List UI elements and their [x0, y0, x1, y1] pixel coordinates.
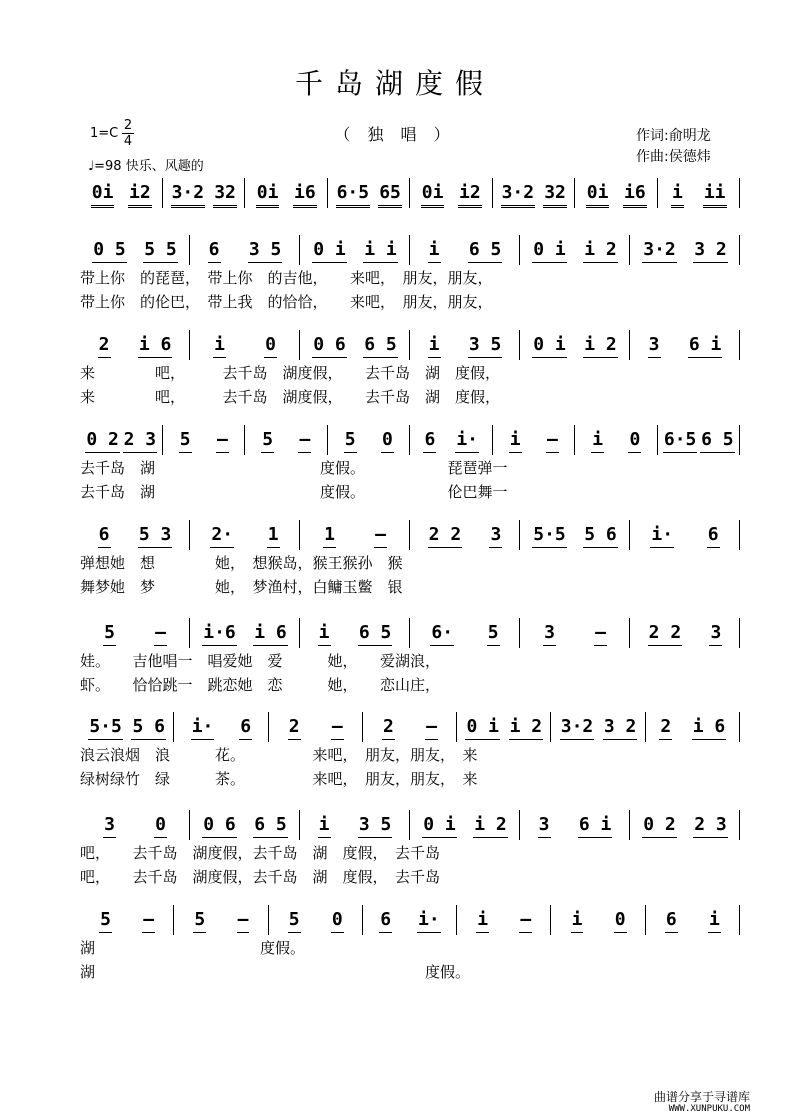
measure — [84, 524, 186, 552]
bar-line — [327, 425, 328, 455]
note-group: i· — [650, 524, 674, 548]
bar-line — [739, 618, 740, 648]
measure — [579, 182, 654, 210]
measure — [524, 814, 626, 842]
bar-line — [519, 520, 520, 550]
note-group: 6 — [665, 909, 678, 933]
measure — [84, 334, 186, 362]
measure — [579, 429, 654, 457]
measure — [524, 622, 626, 650]
note-group: 6·5 — [663, 429, 698, 453]
note-group: i6 — [293, 182, 317, 208]
note-group: 0 6 — [202, 814, 237, 838]
bar-line — [550, 905, 551, 935]
bar-line — [739, 905, 740, 935]
bar-line — [173, 905, 174, 935]
measure — [249, 429, 324, 457]
note-group: 0 — [614, 909, 627, 933]
footer-site: 曲谱分享于寻谱库 — [653, 1090, 750, 1104]
note-group: 6· — [430, 622, 454, 646]
measure — [461, 909, 547, 937]
bar-line — [268, 905, 269, 935]
measure — [84, 716, 170, 744]
note-group: 3·2 — [171, 182, 206, 208]
bar-line — [244, 425, 245, 455]
note-group: 3 — [648, 334, 661, 358]
note-group: 6 i — [578, 814, 613, 838]
measure — [273, 909, 359, 937]
measure — [167, 182, 242, 210]
bar-line — [574, 178, 575, 208]
note-group: 6 5 — [358, 622, 393, 646]
measure — [367, 716, 453, 744]
measure — [194, 814, 296, 842]
note-group: 5 — [344, 429, 357, 453]
note-group: i — [213, 334, 226, 358]
note-group: 5 — [179, 429, 192, 453]
note-group: 5 6 — [583, 524, 618, 548]
note-group: 0 2 — [85, 429, 120, 453]
measure — [178, 716, 264, 744]
lyric-line-2: 舞梦她 梦 她， 梦渔村，白鳙玉鳖 银 — [80, 578, 403, 596]
note-group: i 6 — [138, 334, 173, 358]
note-group: i i — [363, 239, 398, 263]
note-group: – — [216, 429, 229, 453]
lyric-line-2: 湖 度假。 — [80, 963, 471, 981]
note-group: 2 — [382, 716, 395, 740]
time-signature — [122, 118, 134, 149]
bar-line — [739, 810, 740, 840]
bar-line — [409, 235, 410, 265]
note-group: 3 — [709, 622, 722, 646]
note-group: 0 i — [465, 716, 500, 740]
bar-line — [492, 178, 493, 208]
note-group: 3 — [103, 814, 116, 838]
note-group: 6 5 — [700, 429, 735, 453]
note-group: i — [428, 334, 441, 358]
bar-line — [409, 178, 410, 208]
bar-line — [409, 520, 410, 550]
footer-url: WWW.XUNPUKU.COM — [668, 1104, 750, 1114]
note-group: i — [671, 182, 684, 208]
measure — [662, 182, 737, 210]
lyric-line-1: 吧， 去千岛 湖度假，去千岛 湖 度假， 去千岛 — [80, 844, 441, 862]
bar-line — [629, 810, 630, 840]
bar-line — [189, 235, 190, 265]
measure — [524, 334, 626, 362]
bar-line — [362, 905, 363, 935]
note-group: 0 2 — [642, 814, 677, 838]
bar-line — [244, 178, 245, 208]
measure — [167, 429, 242, 457]
note-group: 0i — [421, 182, 445, 208]
measure — [304, 622, 406, 650]
note-group: – — [546, 429, 559, 453]
note-group: 5 — [487, 622, 500, 646]
note-group: – — [154, 622, 167, 646]
note-group: – — [594, 622, 607, 646]
note-group: i2 — [458, 182, 482, 208]
measure — [414, 182, 489, 210]
note-group: i 2 — [473, 814, 508, 838]
note-group: 0 — [331, 909, 344, 933]
meter-top: 2 — [123, 118, 133, 133]
note-group: 5 5 — [143, 239, 178, 263]
bar-line — [409, 330, 410, 360]
note-group: – — [331, 716, 344, 740]
bar-line — [739, 520, 740, 550]
note-group: 3·2 — [501, 182, 536, 208]
note-group: i 2 — [583, 334, 618, 358]
measure — [414, 524, 516, 552]
lyric-line-2: 来 吧， 去千岛 湖度假， 去千岛 湖 度假， — [80, 388, 501, 406]
measure — [414, 239, 516, 267]
bar-line — [739, 712, 740, 742]
bar-line — [299, 810, 300, 840]
lyric-line-2: 去千岛 湖 度假。 伦巴舞一 — [80, 483, 508, 501]
lyric-line-1: 湖 度假。 — [80, 939, 306, 957]
measure — [84, 429, 159, 457]
lyric-line-2: 绿树绿竹 绿 茶。 来吧， 朋友，朋友， 来 — [80, 770, 478, 788]
measure — [497, 429, 572, 457]
note-group: i· — [191, 716, 215, 740]
note-group: 2 2 — [428, 524, 463, 548]
measure — [304, 239, 406, 267]
note-group: i — [591, 429, 604, 453]
measure — [304, 814, 406, 842]
measure — [555, 909, 641, 937]
note-group: 6 — [707, 524, 720, 548]
note-group: 0 i — [422, 814, 457, 838]
note-group: 3 2 — [603, 716, 638, 740]
bar-line — [162, 178, 163, 208]
bar-line — [456, 905, 457, 935]
note-group: 65 — [378, 182, 402, 208]
note-group: i6 — [623, 182, 647, 208]
note-group: 3·2 — [560, 716, 595, 740]
bar-line — [299, 618, 300, 648]
measure — [414, 334, 516, 362]
note-group: 6 — [98, 524, 111, 548]
bar-line — [657, 178, 658, 208]
lyric-line-1: 带上你 的琵琶， 带上你 的吉他， 来吧， 朋友，朋友， — [80, 269, 493, 287]
measure — [662, 429, 737, 457]
measure — [634, 814, 736, 842]
bar-line — [409, 618, 410, 648]
note-group: 3 5 — [468, 334, 503, 358]
measure — [84, 622, 186, 650]
note-group: i 6 — [253, 622, 288, 646]
bar-line — [739, 235, 740, 265]
measure — [634, 239, 736, 267]
note-group: 0 — [628, 429, 641, 453]
note-group: 5 — [99, 909, 112, 933]
note-group: 5 — [261, 429, 274, 453]
credits — [636, 126, 711, 168]
composer: 作曲:侯德炜 — [636, 149, 711, 165]
note-group: 6 5 — [468, 239, 503, 263]
measure — [304, 334, 406, 362]
note-group: – — [374, 524, 387, 548]
note-group: 0 6 — [312, 334, 347, 358]
measure — [461, 716, 547, 744]
note-group: 0 i — [532, 334, 567, 358]
measure — [194, 524, 296, 552]
lyric-line-2: 吧， 去千岛 湖度假，去千岛 湖 度假， 去千岛 — [80, 868, 441, 886]
note-group: 3 2 — [693, 239, 728, 263]
note-group: i — [509, 429, 522, 453]
note-group: 2 2 — [648, 622, 683, 646]
measure — [194, 239, 296, 267]
bar-line — [519, 810, 520, 840]
bar-line — [629, 235, 630, 265]
note-group: i 6 — [692, 716, 727, 740]
note-group: 2 3 — [693, 814, 728, 838]
note-group: 0 5 — [92, 239, 127, 263]
note-group: 5·5 — [532, 524, 567, 548]
measure — [194, 622, 296, 650]
note-group: 2 — [659, 716, 672, 740]
note-group: 2 — [288, 716, 301, 740]
measure — [650, 909, 736, 937]
bar-line — [299, 330, 300, 360]
note-group: 3·2 — [642, 239, 677, 263]
note-group: 0 — [154, 814, 167, 838]
bar-line — [492, 425, 493, 455]
note-group: 1 — [267, 524, 280, 548]
bar-line — [189, 520, 190, 550]
bar-line — [574, 425, 575, 455]
measure — [367, 909, 453, 937]
note-group: 5 6 — [131, 716, 166, 740]
measure — [634, 622, 736, 650]
song-title: 千岛湖度假 — [294, 67, 495, 100]
note-group: 1 — [323, 524, 336, 548]
note-group: i 2 — [583, 239, 618, 263]
bar-line — [645, 905, 646, 935]
measure — [414, 622, 516, 650]
note-group: 3 — [543, 622, 556, 646]
bar-line — [519, 235, 520, 265]
bar-line — [519, 330, 520, 360]
note-group: 32 — [543, 182, 567, 208]
bar-line — [629, 618, 630, 648]
measure — [555, 716, 641, 744]
note-group: i — [428, 239, 441, 263]
note-group: – — [142, 909, 155, 933]
note-group: 6 — [379, 909, 392, 933]
measure — [84, 182, 159, 210]
note-group: i 2 — [509, 716, 544, 740]
note-group: i — [476, 909, 489, 933]
bar-line — [519, 618, 520, 648]
measure — [273, 716, 359, 744]
bar-line — [409, 425, 410, 455]
bar-line — [189, 810, 190, 840]
note-group: 0i — [91, 182, 115, 208]
lyric-line-1: 来 吧， 去千岛 湖度假， 去千岛 湖 度假， — [80, 364, 501, 382]
lyric-line-1: 弹想她 想 她， 想猴岛，猴王猴孙 猴 — [80, 554, 403, 572]
lyric-line-2: 带上你 的伦巴， 带上我 的恰恰， 来吧， 朋友，朋友， — [80, 293, 493, 311]
note-group: 0 — [381, 429, 394, 453]
bar-line — [299, 235, 300, 265]
note-group: 6 — [423, 429, 436, 453]
note-group: 3 5 — [248, 239, 283, 263]
note-group: i2 — [128, 182, 152, 208]
note-group: 6 i — [688, 334, 723, 358]
note-group: 5 3 — [138, 524, 173, 548]
measure — [304, 524, 406, 552]
note-group: i — [708, 909, 721, 933]
note-group: – — [237, 909, 250, 933]
note-group: 2 — [98, 334, 111, 358]
note-group: 0i — [586, 182, 610, 208]
measure — [84, 909, 170, 937]
note-group: i· — [455, 429, 479, 453]
measure — [249, 182, 324, 210]
lyric-line-1: 娃。 吉他唱一 唱爱她 爱 她， 爱湖浪， — [80, 652, 441, 670]
bar-line — [268, 712, 269, 742]
note-group: 6·5 — [336, 182, 371, 208]
note-group: – — [298, 429, 311, 453]
note-group: 0 i — [532, 239, 567, 263]
bar-line — [327, 178, 328, 208]
measure — [650, 716, 736, 744]
note-group: 5·5 — [88, 716, 123, 740]
bar-line — [362, 712, 363, 742]
bar-line — [189, 618, 190, 648]
lyric-line-1: 去千岛 湖 度假。 琵琶弹一 — [80, 459, 508, 477]
bar-line — [645, 712, 646, 742]
meter-bottom: 4 — [123, 134, 133, 149]
note-group: 0 — [264, 334, 277, 358]
note-group: 6 5 — [253, 814, 288, 838]
measure — [634, 334, 736, 362]
note-group: – — [425, 716, 438, 740]
bar-line — [299, 520, 300, 550]
note-group: 5 — [103, 622, 116, 646]
lyric-line-2: 虾。 恰恰跳一 跳恋她 恋 她， 恋山庄， — [80, 676, 441, 694]
bar-line — [739, 178, 740, 208]
measure — [524, 524, 626, 552]
note-group: 6 — [239, 716, 252, 740]
bar-line — [456, 712, 457, 742]
lyric-line-1: 浪云浪烟 浪 花。 来吧， 朋友，朋友， 来 — [80, 746, 478, 764]
measure — [414, 429, 489, 457]
measure — [524, 239, 626, 267]
lyricist: 作词:俞明龙 — [636, 128, 711, 144]
bar-line — [550, 712, 551, 742]
note-group: 5 — [193, 909, 206, 933]
bar-line — [629, 330, 630, 360]
note-group: 6 — [208, 239, 221, 263]
note-group: 3 — [489, 524, 502, 548]
note-group: i·6 — [202, 622, 237, 646]
measure — [332, 182, 407, 210]
note-group: i· — [417, 909, 441, 933]
bar-line — [739, 425, 740, 455]
measure — [414, 814, 516, 842]
note-group: i — [318, 814, 331, 838]
note-group: 2 3 — [123, 429, 158, 453]
song-subtitle: （ 独 唱 ） — [334, 125, 456, 144]
note-group: 3 — [538, 814, 551, 838]
measure — [178, 909, 264, 937]
bar-line — [409, 810, 410, 840]
bar-line — [173, 712, 174, 742]
note-group: i — [318, 622, 331, 646]
measure — [497, 182, 572, 210]
note-group: 0i — [256, 182, 280, 208]
measure — [332, 429, 407, 457]
measure — [634, 524, 736, 552]
bar-line — [657, 425, 658, 455]
note-group: 6 5 — [363, 334, 398, 358]
bar-line — [629, 520, 630, 550]
bar-line — [739, 330, 740, 360]
note-group: – — [519, 909, 532, 933]
key-signature: 1=C — [90, 126, 119, 141]
note-group: 32 — [213, 182, 237, 208]
note-group: i — [571, 909, 584, 933]
note-group: 3 5 — [358, 814, 393, 838]
note-group: ii — [703, 182, 727, 208]
note-group: 0 i — [312, 239, 347, 263]
bar-line — [189, 330, 190, 360]
note-group: 2· — [210, 524, 234, 548]
measure — [84, 814, 186, 842]
note-group: 5 — [288, 909, 301, 933]
tempo-marking: ♩=98 快乐、风趣的 — [88, 159, 204, 174]
bar-line — [162, 425, 163, 455]
measure — [194, 334, 296, 362]
measure — [84, 239, 186, 267]
